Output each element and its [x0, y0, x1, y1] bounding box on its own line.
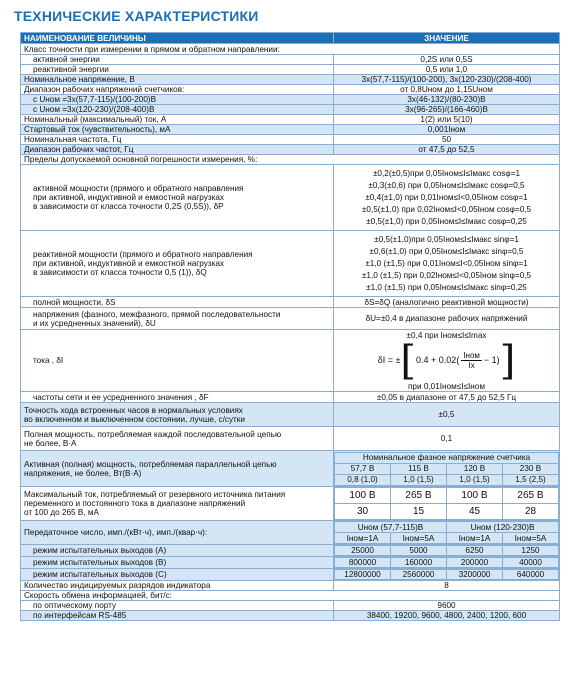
current-formula	[334, 330, 560, 392]
mode-a-value-4: 1250	[503, 546, 559, 556]
table-header	[21, 33, 560, 44]
parallel-power-value-1: 0,8 (1,0)	[335, 474, 391, 485]
parallel-power-label	[21, 451, 334, 487]
active-power-value-5: ±0,5(±1,0) при 0,05Iном≤I≤Iмакс cosφ=0,25	[366, 216, 527, 226]
digits-label: Количество индицируемых разрядов индикатора	[21, 581, 334, 591]
rs485-label: по интерфейсам RS-485	[21, 611, 334, 621]
freq-label: Номинальная частота, Гц	[21, 135, 334, 145]
page-title: ТЕХНИЧЕСКИЕ ХАРАКТЕРИСТИКИ	[14, 8, 259, 24]
reactive-power-line-2: при активной, индуктивной и емкостной нагрузках	[33, 259, 224, 268]
bracket-left-icon: [	[400, 337, 417, 384]
formula-top: ±0,4 при Iном≤I≤Imax	[406, 330, 487, 340]
range-label: Диапазон рабочих напряжений счетчиков:	[21, 85, 334, 95]
reactive-power-values	[334, 231, 560, 297]
class-label: Класс точности при измерении в прямом и обратном направлении:	[21, 44, 560, 55]
formula-denominator: Ix	[468, 361, 475, 370]
mode-b-value-2: 160000	[391, 558, 447, 568]
formula-numerator: Iном	[463, 351, 480, 360]
frange-label: Диапазон рабочих частот, Гц	[21, 145, 334, 155]
active-energy-label: активной энергии	[21, 55, 334, 65]
reactive-power-value-2: ±0,6(±1,0) при 0,05Iном≤I≤Iмакс sinφ=0,5	[369, 246, 524, 256]
max-current-line-3: от 100 до 265 В, мА	[24, 508, 99, 517]
digits-value: 8	[334, 581, 560, 591]
phase-voltage-3: 120 В	[447, 463, 503, 474]
clock-line-2: во включенном и выключенном состоянии, лучше, с/сутки	[24, 414, 245, 424]
serial-power-value: 0,1	[334, 427, 560, 451]
ratio-current-2: Iном=5А	[391, 533, 447, 544]
u2-value: 3х(96-265)/(166-460)В	[334, 105, 560, 115]
spec-table	[20, 32, 560, 621]
mode-a-value-1: 25000	[335, 546, 391, 556]
max-current-value-4: 28	[503, 504, 559, 520]
supply-voltage-3: 100 В	[447, 488, 503, 504]
reactive-power-value-5: ±1,0 (±1,5) при 0,05Iном≤I≤Iмакс sinφ=0,25	[366, 282, 527, 292]
formula-tail: − 1)	[483, 355, 500, 365]
parallel-power-line-2: напряжения, не более, Вт(В·А)	[24, 468, 142, 478]
active-power-value-4: ±0,5(±1,0) при 0,02Iном≤I<0,05Iном cosφ=0,5	[361, 204, 532, 214]
reactive-energy-value: 0,5 или 1,0	[334, 65, 560, 75]
header-value: ЗНАЧЕНИЕ	[334, 33, 560, 44]
rs485-value: 38400, 19200, 9600, 4800, 2400, 1200, 600	[334, 611, 560, 621]
u1-value: 3х(46-132)/(80-230)В	[334, 95, 560, 105]
reactive-power-line-3: в зависимости от класса точности 0,5 (1)), δQ	[33, 268, 207, 277]
phase-voltage-header: Номинальное фазное напряжение счетчика	[335, 452, 559, 463]
ratio-current-1: Iном=1А	[335, 533, 391, 544]
ratio-group-2: Uном (120-230)В	[447, 522, 559, 533]
active-power-value-2: ±0,3(±0,6) при 0,05Iном≤I≤Iмакс cosφ=0,5	[368, 180, 525, 190]
active-power-line-1: активной мощности (прямого и обратного направления	[33, 184, 244, 193]
serial-power-label	[21, 427, 334, 451]
optical-port-value: 9600	[334, 601, 560, 611]
inom-label: Номинальный (максимальный) ток, А	[21, 115, 334, 125]
mode-b-value-3: 200000	[447, 558, 503, 568]
mode-c-value-4: 640000	[503, 570, 559, 580]
mode-a-label: режим испытательных выходов (А)	[21, 545, 334, 557]
mode-c-value-3: 3200000	[447, 570, 503, 580]
mode-c-label: режим испытательных выходов (С)	[21, 569, 334, 581]
mode-c-value-1: 12800000	[335, 570, 391, 580]
reactive-power-value-1: ±0,5(±1,0)при 0,05Iном≤I≤Iмакс sinφ=1	[374, 234, 519, 244]
voltage-line-1: напряжения (фазного, межфазного, прямой последовательности	[33, 309, 281, 319]
active-power-value-3: ±0,4(±1,0) при 0,01Iном≤I<0,05Iном cosφ=1	[365, 192, 528, 202]
freq-value: 50	[334, 135, 560, 145]
unom-label: Номинальное напряжение, В	[21, 75, 334, 85]
full-power-value: δS=δQ (аналогично реактивной мощности)	[334, 297, 560, 308]
reactive-power-line-1: реактивной мощности (прямого и обратного направления	[33, 250, 253, 259]
max-current-value-2: 15	[391, 504, 447, 520]
inom-value: 1(2) или 5(10)	[334, 115, 560, 125]
formula-bottom: при 0,01Iном≤I≤Iном	[408, 381, 485, 391]
ratio-label: Передаточное число, имп./(кВт·ч), имп./(квар·ч):	[21, 521, 334, 545]
voltage-line-2: и их усредненных значений), δU	[33, 318, 156, 328]
frange-value: от 47,5 до 52,5	[334, 145, 560, 155]
serial-power-line-1: Полная мощность, потребляемая каждой последовательной цепью	[24, 429, 282, 439]
limits-label: Пределы допускаемой основной погрешности измерения, %:	[21, 155, 560, 165]
mode-a-value-3: 6250	[447, 546, 503, 556]
mode-b-label: режим испытательных выходов (В)	[21, 557, 334, 569]
parallel-power-line-1: Активная (полная) мощность, потребляемая параллельной цепью	[24, 459, 277, 469]
reactive-power-label	[21, 231, 334, 297]
frequency-error-value: ±0,05 в диапазоне от 47,5 до 52,5 Гц	[334, 392, 560, 403]
active-energy-value: 0,2S или 0,5S	[334, 55, 560, 65]
range-value: от 0,8Uном до 1,15Uном	[334, 85, 560, 95]
mode-c-value-2: 2560000	[391, 570, 447, 580]
mode-b-value-1: 800000	[335, 558, 391, 568]
current-label: тока , δI	[21, 330, 334, 392]
u2-label: с Uном =3х(120-230)/(208-400)В	[21, 105, 334, 115]
full-power-label: полной мощности, δS	[21, 297, 334, 308]
unom-value: 3х(57,7-115)/(100-200), 3х(120-230)/(208-400)	[334, 75, 560, 85]
phase-voltage-1: 57,7 В	[335, 463, 391, 474]
max-current-line-1: Максимальный ток, потребляемый от резервного источника питания	[24, 490, 286, 499]
formula-fraction	[461, 351, 482, 370]
phase-voltage-2: 115 В	[391, 463, 447, 474]
speed-label: Скорость обмена информацией, бит/с:	[21, 591, 560, 601]
bracket-right-icon: ]	[499, 337, 516, 384]
active-power-value-1: ±0,2(±0,5)при 0,05Iном≤I≤Iмакс cosφ=1	[372, 168, 521, 178]
formula-body	[337, 337, 556, 384]
clock-value: ±0,5	[334, 403, 560, 427]
parallel-power-value-2: 1,0 (1,5)	[391, 474, 447, 485]
voltage-label	[21, 308, 334, 330]
parallel-power-value-4: 1,5 (2,5)	[503, 474, 559, 485]
supply-voltage-1: 100 В	[335, 488, 391, 504]
active-power-line-2: при активной, индуктивной и емкостной нагрузках	[33, 193, 224, 202]
clock-line-1: Точность хода встроенных часов в нормальных условиях	[24, 405, 243, 415]
max-current-value-1: 30	[335, 504, 391, 520]
clock-label	[21, 403, 334, 427]
supply-voltage-4: 265 В	[503, 488, 559, 504]
ratio-current-3: Iном=1А	[447, 533, 503, 544]
reactive-power-value-4: ±1,0 (±1,5) при 0,02Iном≤I<0,05Iном sinφ=0,5	[361, 270, 532, 280]
u1-label: с Uном =3х(57,7-115)/(100-200)В	[21, 95, 334, 105]
max-current-line-2: переменного и постоянного тока в диапазоне напряжений	[24, 499, 246, 508]
parallel-power-grid	[334, 451, 560, 487]
serial-power-line-2: не более, В·А	[24, 438, 77, 448]
max-current-label	[21, 487, 334, 521]
phase-voltage-4: 230 В	[503, 463, 559, 474]
parallel-power-value-3: 1,0 (1,5)	[447, 474, 503, 485]
start-value: 0,001Iном	[334, 125, 560, 135]
mode-a-value-2: 5000	[391, 546, 447, 556]
max-current-value-3: 45	[447, 504, 503, 520]
ratio-current-4: Iном=5А	[503, 533, 559, 544]
max-current-grid	[334, 487, 560, 521]
formula-const: 0.4 + 0.02(	[416, 355, 460, 365]
reactive-power-value-3: ±1,0 (±1,5) при 0,01Iном≤I<0,05Iном sinφ=1	[365, 258, 528, 268]
formula-lhs: δI = ±	[377, 355, 401, 365]
frequency-error-label: частоты сети и ее усредненного значения , δF	[21, 392, 334, 403]
voltage-value: δU=±0,4 в диапазоне рабочих напряжений	[334, 308, 560, 330]
start-label: Стартовый ток (чувствительность), мА	[21, 125, 334, 135]
mode-b-value-4: 40000	[503, 558, 559, 568]
ratio-group-1: Uном (57,7-115)В	[335, 522, 447, 533]
active-power-line-3: в зависимости от класса точности 0,2S (0,5S)), δP	[33, 202, 224, 211]
ratio-grid	[334, 521, 560, 545]
supply-voltage-2: 265 В	[391, 488, 447, 504]
optical-port-label: по оптическому порту	[21, 601, 334, 611]
header-name: НАИМЕНОВАНИЕ ВЕЛИЧИНЫ	[21, 33, 334, 44]
active-power-values	[334, 165, 560, 231]
reactive-energy-label: реактивной энергии	[21, 65, 334, 75]
active-power-label	[21, 165, 334, 231]
